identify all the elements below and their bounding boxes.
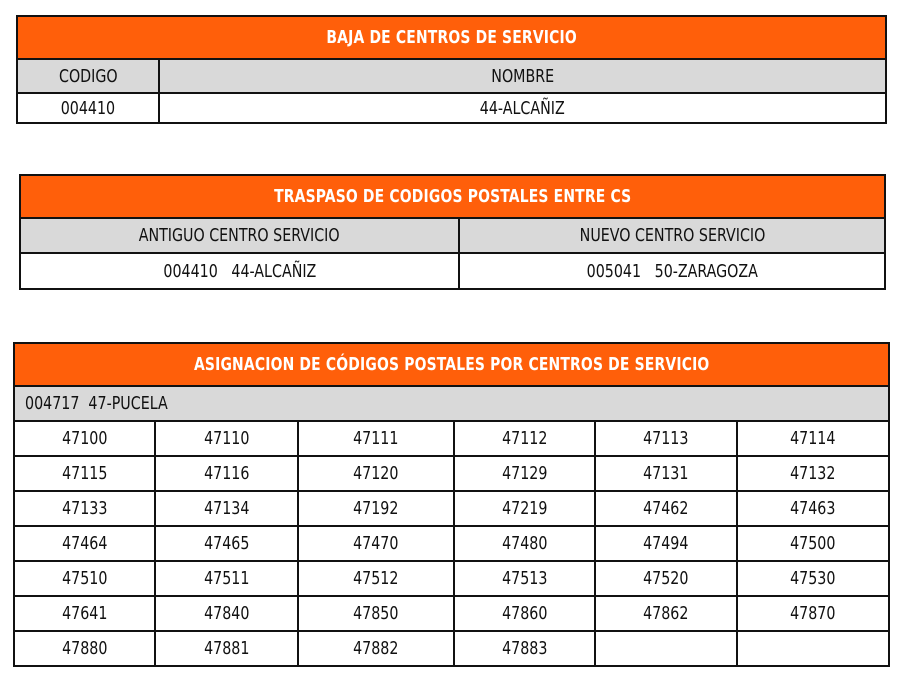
codigo-postal-cell: 47116 <box>155 456 298 491</box>
codigo-postal-cell: 47520 <box>595 561 737 596</box>
codigo-postal-cell: 47113 <box>595 421 737 456</box>
traspaso-col-nuevo: NUEVO CENTRO SERVICIO <box>459 218 885 253</box>
codigo-postal-cell: 47862 <box>595 596 737 631</box>
codigo-postal-cell: 47133 <box>14 491 155 526</box>
codigo-postal-cell: 47464 <box>14 526 155 561</box>
codigo-postal-cell: 47120 <box>298 456 454 491</box>
codigo-postal-cell: 47192 <box>298 491 454 526</box>
codigo-postal-cell: 47114 <box>737 421 889 456</box>
codigo-postal-cell: 47219 <box>454 491 595 526</box>
codigo-postal-cell: 47850 <box>298 596 454 631</box>
asignacion-centro: 004717 47-PUCELA <box>14 386 889 421</box>
codigo-postal-cell: 47115 <box>14 456 155 491</box>
traspaso-nuevo: 005041 50-ZARAGOZA <box>459 253 885 289</box>
traspaso-table <box>19 174 886 290</box>
codigo-postal-cell: 47840 <box>155 596 298 631</box>
codigo-postal-cell: 47470 <box>298 526 454 561</box>
codigo-postal-cell <box>737 631 889 666</box>
codigo-postal-cell: 47131 <box>595 456 737 491</box>
codigos-row <box>14 631 889 666</box>
codigo-postal-cell: 47500 <box>737 526 889 561</box>
codigo-postal-cell: 47513 <box>454 561 595 596</box>
codigo-postal-cell: 47134 <box>155 491 298 526</box>
baja-col-codigo: CODIGO <box>17 59 159 93</box>
codigo-postal-cell: 47512 <box>298 561 454 596</box>
traspaso-col-antiguo: ANTIGUO CENTRO SERVICIO <box>20 218 459 253</box>
codigo-postal-cell: 47465 <box>155 526 298 561</box>
baja-table <box>16 15 887 124</box>
codigo-postal-cell: 47480 <box>454 526 595 561</box>
codigos-row <box>14 456 889 491</box>
baja-col-nombre: NOMBRE <box>159 59 886 93</box>
codigo-postal-cell: 47110 <box>155 421 298 456</box>
codigo-postal-cell: 47511 <box>155 561 298 596</box>
codigo-postal-cell: 47510 <box>14 561 155 596</box>
codigo-postal-cell: 47860 <box>454 596 595 631</box>
codigo-postal-cell: 47463 <box>737 491 889 526</box>
codigos-row <box>14 561 889 596</box>
codigo-postal-cell: 47494 <box>595 526 737 561</box>
codigo-postal-cell: 47880 <box>14 631 155 666</box>
codigo-postal-cell: 47112 <box>454 421 595 456</box>
codigo-postal-cell: 47462 <box>595 491 737 526</box>
baja-codigo: 004410 <box>17 93 159 123</box>
codigo-postal-cell: 47881 <box>155 631 298 666</box>
asignacion-table <box>13 342 890 667</box>
codigo-postal-cell: 47100 <box>14 421 155 456</box>
codigos-row <box>14 526 889 561</box>
codigos-row <box>14 421 889 456</box>
codigos-row <box>14 596 889 631</box>
baja-title: BAJA DE CENTROS DE SERVICIO <box>17 16 886 59</box>
codigo-postal-cell: 47870 <box>737 596 889 631</box>
codigos-row <box>14 491 889 526</box>
asignacion-title: ASIGNACION DE CÓDIGOS POSTALES POR CENTROS DE SERVICIO <box>14 343 889 386</box>
codigo-postal-cell: 47111 <box>298 421 454 456</box>
codigo-postal-cell: 47883 <box>454 631 595 666</box>
traspaso-title: TRASPASO DE CODIGOS POSTALES ENTRE CS <box>20 175 885 218</box>
codigo-postal-cell: 47530 <box>737 561 889 596</box>
codigo-postal-cell: 47132 <box>737 456 889 491</box>
baja-nombre: 44-ALCAÑIZ <box>159 93 886 123</box>
codigos-body <box>14 421 889 666</box>
codigo-postal-cell <box>595 631 737 666</box>
codigo-postal-cell: 47882 <box>298 631 454 666</box>
codigo-postal-cell: 47641 <box>14 596 155 631</box>
traspaso-antiguo: 004410 44-ALCAÑIZ <box>20 253 459 289</box>
codigo-postal-cell: 47129 <box>454 456 595 491</box>
